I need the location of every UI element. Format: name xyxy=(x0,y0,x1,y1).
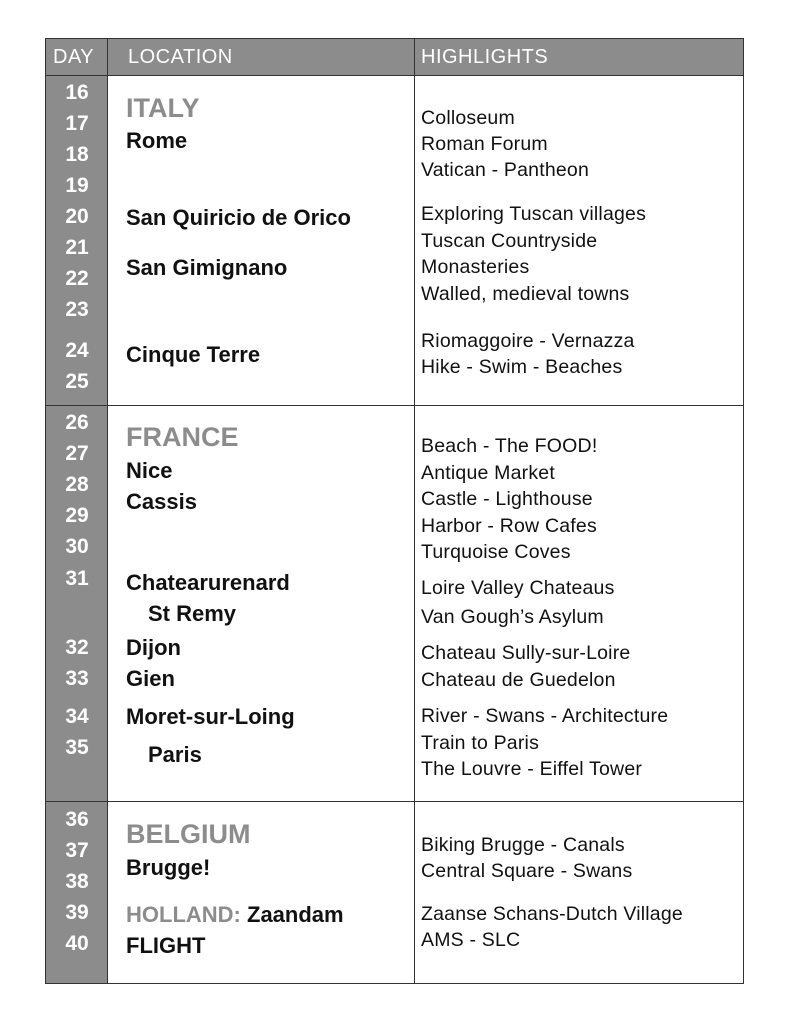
day-number: 17 xyxy=(65,112,89,135)
location-holland-row xyxy=(126,902,344,928)
highlight-item: Chateau de Guedelon xyxy=(421,669,616,691)
highlight-item: Loire Valley Chateaus xyxy=(421,577,615,599)
highlight-item: Castle - Lighthouse xyxy=(421,488,593,510)
day-number: 31 xyxy=(65,567,89,590)
highlight-item: Train to Paris xyxy=(421,732,540,754)
location-name: Chatearurenard xyxy=(126,570,290,595)
day-number: 35 xyxy=(65,736,89,759)
highlight-item: Colloseum xyxy=(421,107,515,129)
table-header xyxy=(46,39,743,76)
location-name: Nice xyxy=(126,458,173,483)
day-number: 24 xyxy=(65,339,89,362)
highlight-item: Walled, medieval towns xyxy=(421,283,630,305)
day-number: 39 xyxy=(65,901,89,924)
location-name: FLIGHT xyxy=(126,933,206,958)
day-number: 28 xyxy=(65,473,89,496)
itinerary-table xyxy=(45,38,744,984)
day-number: 32 xyxy=(65,636,89,659)
column-divider xyxy=(414,39,415,983)
highlight-item: River - Swans - Architecture xyxy=(421,705,669,727)
day-number: 30 xyxy=(65,535,89,558)
location-name: Rome xyxy=(126,128,188,153)
header-location: LOCATION xyxy=(128,46,233,68)
highlight-item: Turquoise Coves xyxy=(421,541,571,563)
country-belgium: BELGIUM xyxy=(126,819,251,849)
day-number: 25 xyxy=(65,370,89,393)
location-name: St Remy xyxy=(148,601,237,626)
highlight-item: The Louvre - Eiffel Tower xyxy=(421,758,643,780)
location-name: Cassis xyxy=(126,489,197,514)
location-name: San Quiricio de Orico xyxy=(126,205,351,230)
highlight-item: Biking Brugge - Canals xyxy=(421,834,625,856)
day-number: 38 xyxy=(65,870,89,893)
day-number: 19 xyxy=(65,174,89,197)
highlight-item: Riomaggoire - Vernazza xyxy=(421,330,635,352)
country-holland: HOLLAND: xyxy=(126,902,241,927)
location-name: Dijon xyxy=(126,635,181,660)
header-day: DAY xyxy=(53,46,95,68)
day-number: 27 xyxy=(65,442,89,465)
location-name: Brugge! xyxy=(126,855,211,880)
highlight-item: Antique Market xyxy=(421,462,555,484)
highlight-item: Tuscan Countryside xyxy=(421,230,598,252)
country-france: FRANCE xyxy=(126,422,239,452)
highlight-item: Central Square - Swans xyxy=(421,860,633,882)
day-number: 29 xyxy=(65,504,89,527)
highlight-item: Harbor - Row Cafes xyxy=(421,515,597,537)
location-name: Moret-sur-Loing xyxy=(126,704,295,729)
day-number: 23 xyxy=(65,298,89,321)
day-number: 20 xyxy=(65,205,89,228)
day-number: 36 xyxy=(65,808,89,831)
location-name: Paris xyxy=(148,742,202,767)
day-number: 26 xyxy=(65,411,89,434)
header-highlights: HIGHLIGHTS xyxy=(421,46,549,68)
location-name: Zaandam xyxy=(247,902,344,927)
section-divider xyxy=(46,801,743,802)
highlight-item: Vatican - Pantheon xyxy=(421,159,590,181)
highlight-item: Hike - Swim - Beaches xyxy=(421,356,623,378)
highlight-item: Exploring Tuscan villages xyxy=(421,203,647,225)
country-italy: ITALY xyxy=(126,93,200,123)
day-number: 21 xyxy=(65,236,89,259)
highlight-item: Van Gough’s Asylum xyxy=(421,606,604,628)
location-name: Gien xyxy=(126,666,175,691)
day-number: 37 xyxy=(65,839,89,862)
highlight-item: Chateau Sully-sur-Loire xyxy=(421,642,631,664)
highlight-item: Zaanse Schans-Dutch Village xyxy=(421,903,683,925)
section-divider xyxy=(46,405,743,406)
highlight-item: Monasteries xyxy=(421,256,530,278)
day-number: 33 xyxy=(65,667,89,690)
highlight-item: AMS - SLC xyxy=(421,929,521,951)
day-number: 40 xyxy=(65,932,89,955)
location-name: San Gimignano xyxy=(126,255,288,280)
highlight-item: Roman Forum xyxy=(421,133,548,155)
highlight-item: Beach - The FOOD! xyxy=(421,435,598,457)
day-number: 16 xyxy=(65,81,89,104)
day-number: 18 xyxy=(65,143,89,166)
day-number: 22 xyxy=(65,267,89,290)
day-number: 34 xyxy=(65,705,89,728)
location-name: Cinque Terre xyxy=(126,342,261,367)
